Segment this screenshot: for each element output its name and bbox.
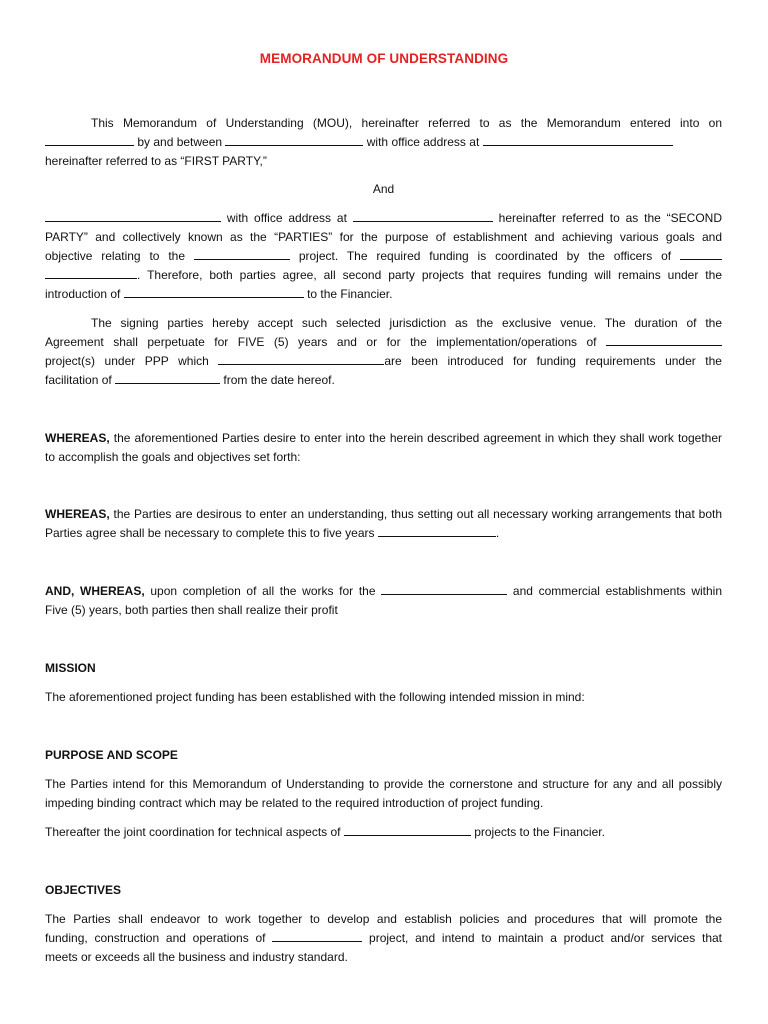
whereas-3-label: AND, WHEREAS,	[45, 584, 145, 598]
intro-line-1	[45, 114, 722, 133]
whereas-1-paragraph	[45, 429, 722, 467]
second-line-3	[45, 247, 722, 266]
jur-line-2	[45, 333, 722, 352]
second-text-2: hereinafter referred to as the “SECOND	[498, 211, 722, 225]
ppp-blank[interactable]	[218, 353, 384, 365]
second-party-paragraph	[45, 209, 722, 304]
purpose-text-1: The Parties intend for this Memorandum of Understanding to provide the cornerstone and structure for any and all possibly impeding binding contract which may be related to the required introduction of project funding.	[45, 777, 722, 810]
intro-text-3: with office address at	[366, 135, 480, 149]
second-text-3: PARTY” and collectively known as the “PARTIES” for the purpose of establishment and achieving various goals and	[45, 230, 722, 244]
second-text-6: . Therefore, both parties agree, all second party projects that requires funding will remains under the	[137, 268, 722, 282]
purpose-text-2-line	[45, 823, 722, 842]
jur-text-5: facilitation of	[45, 373, 112, 387]
jurisdiction-paragraph	[45, 314, 722, 390]
officers-blank[interactable]	[680, 248, 722, 260]
second-party-address-blank[interactable]	[353, 210, 493, 222]
mission-text: The aforementioned project funding has been established with the following intended mission in mind:	[45, 690, 585, 704]
works-blank[interactable]	[381, 583, 507, 595]
whereas-1-text: the aforementioned Parties desire to enter into the herein described agreement in which they shall work together to accomplish the goals and objectives set forth:	[45, 431, 722, 464]
whereas-2-label: WHEREAS,	[45, 507, 110, 521]
objectives-text-4: meets or exceeds all the business and industry standard.	[45, 950, 348, 964]
intro-text-1: This Memorandum of Understanding (MOU), hereinafter referred to as the Memorandum entered into on	[91, 116, 722, 130]
whereas-2-paragraph	[45, 505, 722, 543]
and-label: And	[372, 182, 395, 196]
objectives-text-3: project, and intend to maintain a product and/or services that	[369, 931, 722, 945]
jur-text-4: are been introduced for funding requirements under the	[384, 354, 722, 368]
objectives-paragraph	[45, 910, 722, 967]
introduction-blank[interactable]	[124, 286, 304, 298]
second-line-4	[45, 266, 722, 285]
whereas-2-end: .	[495, 526, 500, 540]
whereas-3-line-2	[45, 601, 722, 620]
second-text-4: objective relating to the	[45, 249, 186, 263]
purpose-text-2b: projects to the Financier.	[474, 825, 605, 839]
technical-aspects-blank[interactable]	[344, 824, 471, 836]
project-name-blank[interactable]	[194, 248, 290, 260]
objectives-line-2	[45, 929, 722, 948]
second-line-1	[45, 209, 722, 228]
objectives-heading: OBJECTIVES	[45, 883, 122, 897]
jur-line-1	[45, 314, 722, 333]
intro-text-2: by and between	[137, 135, 223, 149]
five-years-blank[interactable]	[378, 525, 496, 537]
jur-line-4	[45, 371, 722, 390]
objectives-text-1: The Parties shall endeavor to work together to develop and establish policies and procedures that will promote the	[45, 912, 722, 926]
jur-text-3: project(s) under PPP which	[45, 354, 209, 368]
operations-blank[interactable]	[606, 334, 722, 346]
second-line-5	[45, 285, 722, 304]
objectives-line-3	[45, 948, 722, 967]
intro-line-3	[45, 152, 722, 171]
jur-text-6: from the date hereof.	[223, 373, 335, 387]
second-text-1: with office address at	[226, 211, 347, 225]
whereas-3-text-b: and commercial establishments within	[512, 584, 723, 598]
mission-heading: MISSION	[45, 661, 96, 675]
whereas-1-label: WHEREAS,	[45, 431, 110, 445]
jur-text-1: The signing parties hereby accept such selected jurisdiction as the exclusive venue. The duration of the	[91, 316, 722, 330]
second-text-5: project. The required funding is coordinated by the officers of	[298, 249, 672, 263]
whereas-3-paragraph	[45, 582, 722, 620]
first-party-name-blank[interactable]	[225, 134, 363, 146]
first-party-address-blank[interactable]	[483, 134, 673, 146]
whereas-3-text-a: upon completion of all the works for the	[144, 584, 376, 598]
whereas-3-line-1	[45, 582, 722, 601]
operations-project-blank[interactable]	[272, 930, 362, 942]
second-line-2	[45, 228, 722, 247]
whereas-2-text: the Parties are desirous to enter an understanding, thus setting out all necessary working arrangements that both Parties agree shall be necessary to complete this to five years	[45, 507, 722, 540]
objectives-text-2: funding, construction and operations of	[45, 931, 266, 945]
second-text-8: to the Financier.	[307, 287, 393, 301]
intro-paragraph	[45, 114, 722, 171]
purpose-heading: PURPOSE AND SCOPE	[45, 748, 178, 762]
document-title: MEMORANDUM OF UNDERSTANDING	[259, 51, 509, 66]
purpose-text-2a: Thereafter the joint coordination for technical aspects of	[45, 825, 341, 839]
jur-text-2: Agreement shall perpetuate for FIVE (5) years and or for the implementation/operations of	[45, 335, 597, 349]
intro-line-2	[45, 133, 722, 152]
officers-continued-blank[interactable]	[45, 267, 137, 279]
second-party-name-blank[interactable]	[45, 210, 221, 222]
whereas-3-text-c: Five (5) years, both parties then shall realize their profit	[45, 603, 338, 617]
objectives-line-1	[45, 910, 722, 929]
jur-line-3	[45, 352, 722, 371]
facilitation-blank[interactable]	[115, 372, 220, 384]
second-text-7: introduction of	[45, 287, 121, 301]
intro-text-4: hereinafter referred to as “FIRST PARTY,”	[45, 154, 267, 168]
date-blank[interactable]	[45, 134, 134, 146]
